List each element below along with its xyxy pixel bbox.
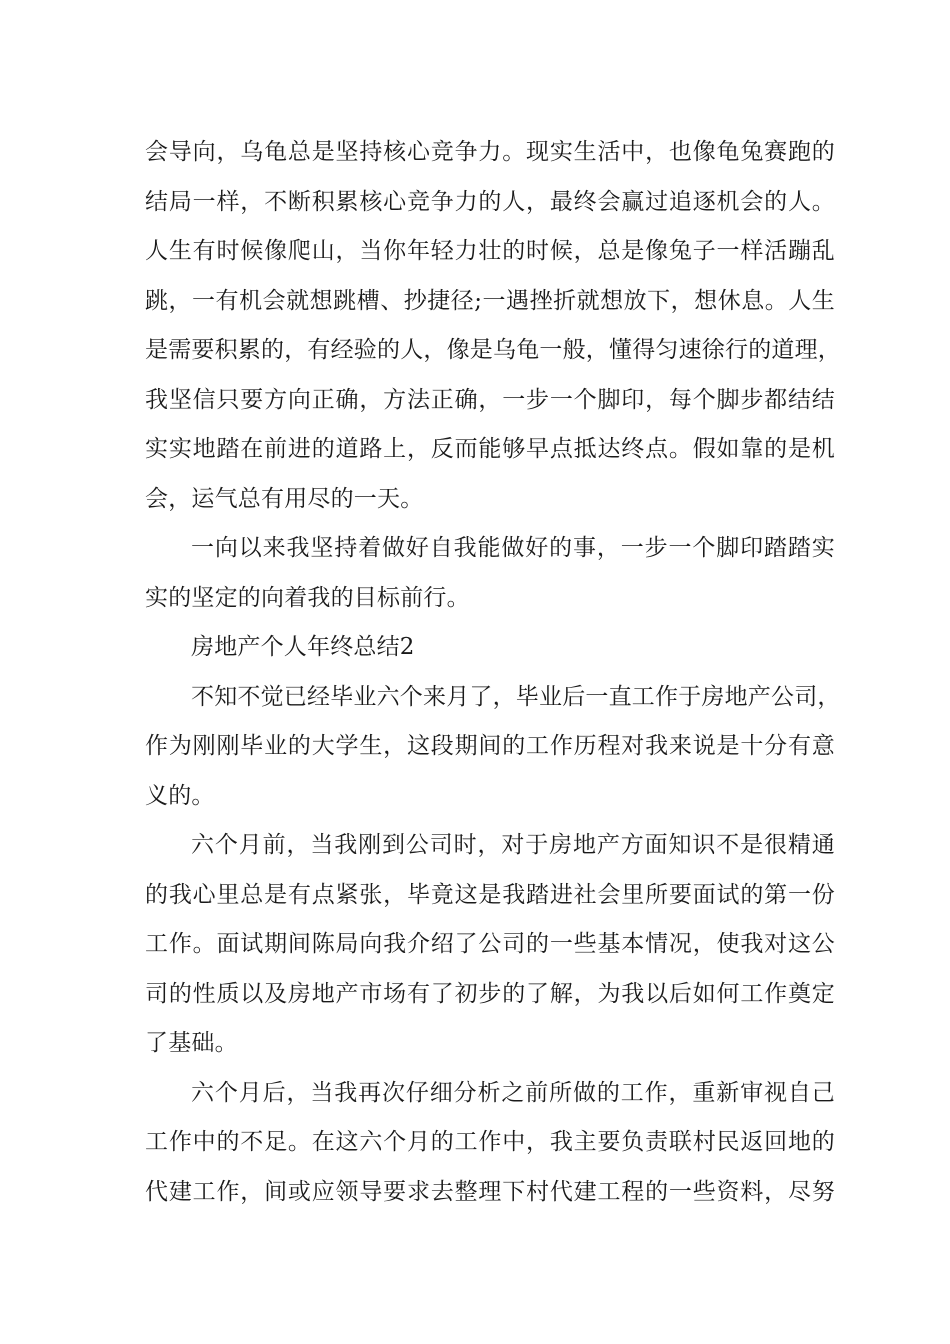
paragraph-1 [145,128,841,524]
text-line: 代建工作，间或应领导要求去整理下村代建工程的一些资料，尽努 [145,1178,835,1205]
text-line: 的我心里总是有点紧张，毕竟这是我踏进社会里所要面试的第一份 [145,881,835,908]
text-line: 结局一样，不断积累核心竞争力的人，最终会赢过追逐机会的人。 [145,188,835,215]
text-line: 不知不觉已经毕业六个来月了，毕业后一直工作于房地产公司， [191,683,841,710]
paragraph-4 [145,821,835,1069]
paragraph-5 [145,1069,835,1218]
text-line: 六个月后，当我再次仔细分析之前所做的工作，重新审视自己 [191,1079,835,1106]
text-line: 会导向，乌龟总是坚持核心竞争力。现实生活中，也像龟兔赛跑的 [145,139,835,165]
document-body [145,128,841,1217]
text-line: 会，运气总有用尽的一天。 [145,485,424,512]
section-heading [145,623,835,673]
heading-text: 房地产个人年终总结2 [191,634,415,660]
text-line: 作为刚刚毕业的大学生，这段期间的工作历程对我来说是十分有意 [145,733,835,759]
text-line: 六个月前，当我刚到公司时，对于房地产方面知识不是很精通 [191,832,835,858]
text-line: 跳，一有机会就想跳槽、抄捷径;一遇挫折就想放下，想休息。人生 [145,287,835,314]
paragraph-2 [145,524,835,623]
text-line: 工作中的不足。在这六个月的工作中，我主要负责联村民返回地的 [145,1129,835,1155]
text-line: 工作。面试期间陈局向我介绍了公司的一些基本情况，使我对这公 [145,931,835,957]
text-line: 实实地踏在前进的道路上，反而能够早点抵达终点。假如靠的是机 [145,436,835,462]
text-line: 人生有时候像爬山，当你年轻力壮的时候，总是像兔子一样活蹦乱 [145,238,835,264]
text-line: 义的。 [145,782,215,809]
text-line: 实的坚定的向着我的目标前行。 [145,584,470,611]
text-line: 了基础。 [145,1030,238,1056]
text-line: 我坚信只要方向正确，方法正确，一步一个脚印，每个脚步都结结 [145,386,835,413]
text-line: 是需要积累的，有经验的人，像是乌龟一般，懂得匀速徐行的道理， [145,337,841,363]
text-line: 一向以来我坚持着做好自我能做好的事，一步一个脚印踏踏实 [191,535,835,561]
text-line: 司的性质以及房地产市场有了初步的了解，为我以后如何工作奠定 [145,980,835,1007]
paragraph-3 [145,673,841,822]
